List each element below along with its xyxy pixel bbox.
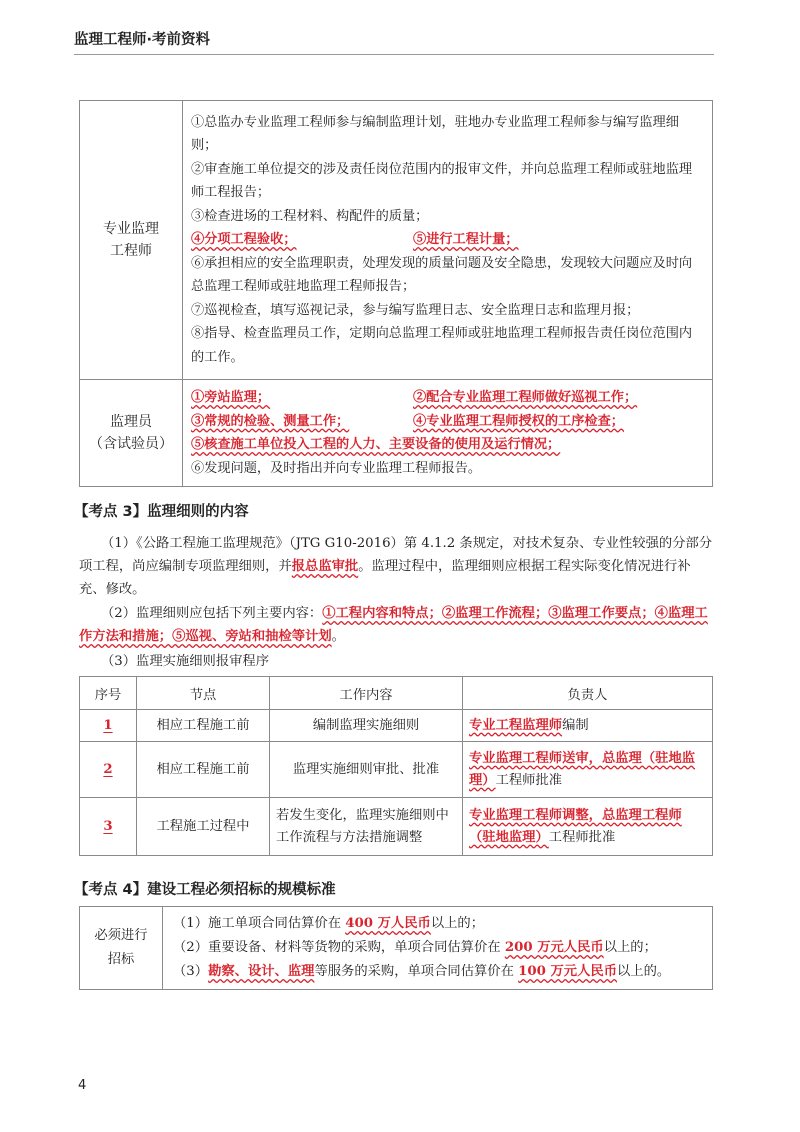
- column-header: 工作内容: [270, 677, 463, 710]
- list-item: [173, 960, 702, 984]
- responsible-cell: [463, 798, 713, 856]
- list-item: [173, 912, 702, 936]
- node-cell: 相应工程施工前: [137, 710, 270, 742]
- highlight-text: 勘察、设计、监理: [208, 964, 315, 979]
- text-run: 工程师批准: [548, 829, 616, 845]
- text-run: 工程师批准: [495, 772, 563, 788]
- text-run: （1）施工单项合同估算价在: [173, 916, 346, 931]
- page-number: 4: [78, 1078, 87, 1093]
- duty-item: ⑦巡视检查，填写巡视记录，参与编写监理日志、安全监理日志和监理月报；: [191, 302, 640, 318]
- duties-cell: [183, 380, 713, 487]
- highlight-text: 100 万元人民币: [518, 964, 617, 979]
- role-cell: [80, 380, 183, 487]
- header-divider: [74, 54, 714, 55]
- text-run: 编制: [562, 717, 589, 733]
- label-text: 必须进行 招标: [94, 928, 148, 967]
- highlight-text: 专业工程监理师: [469, 717, 563, 733]
- row-number: 3: [80, 798, 137, 856]
- duty-item-highlight: ⑤进行工程计量；: [413, 232, 519, 248]
- text-run: 以上的；: [603, 940, 657, 955]
- items-cell: [163, 907, 713, 990]
- duty-item-highlight: ④分项工程验收；: [191, 232, 297, 248]
- text-run: （1）《公路工程施工监理规范》（JTG G10-2016）第 4.1.2 条规定，对技术复杂、专业性较强的分部分项工程，尚应编制专项监理细则，并: [79, 536, 713, 574]
- node-cell: 相应工程施工前: [137, 742, 270, 798]
- duty-item-pair: [191, 228, 704, 252]
- duty-item: ⑥发现问题，及时指出并向专业监理工程师报告。: [191, 460, 482, 476]
- duty-item: ①总监办专业监理工程师参与编制监理计划，驻地办专业监理工程师参与编写监理细则；: [191, 114, 679, 154]
- duty-item-highlight: ②配合专业监理工程师做好巡视工作；: [413, 390, 638, 405]
- text-run: （2）重要设备、材料等货物的采购，单项合同估算价在: [173, 940, 505, 955]
- section-title: 【考点 3】监理细则的内容: [74, 504, 249, 520]
- duty-item: ⑧指导、检查监理员工作，定期向总监理工程师或驻地监理工程师报告责任岗位范围内的工作。: [191, 326, 693, 365]
- duty-item-highlight: ③常规的检验、测量工作；: [191, 413, 350, 429]
- label-cell: [80, 907, 163, 990]
- column-header: 节点: [137, 677, 270, 710]
- highlight-text: 专业监理工程师调整，总监理工程师（驻地监理）: [469, 807, 682, 845]
- column-header: 序号: [80, 677, 137, 710]
- text-run: 等服务的采购，单项合同估算价在: [314, 964, 519, 979]
- duty-item: ③检查进场的工程材料、构配件的质量；: [191, 208, 429, 224]
- responsible-cell: [463, 710, 713, 742]
- text-run: （2）监理细则应包括下列主要内容：: [101, 606, 323, 621]
- table-row: [80, 798, 713, 856]
- duty-item: ②审查施工单位提交的涉及责任岗位范围内的报审文件，并向总监理工程师或驻地监理师工程报告；: [191, 161, 693, 201]
- work-cell: 若发生变化，监理实施细则中工作流程与方法措施调整: [270, 798, 463, 856]
- column-header: 负责人: [463, 677, 713, 710]
- section-title: 【考点 4】建设工程必须招标的规模标准: [74, 882, 336, 898]
- duty-item-highlight: ⑤核查施工单位投入工程的人力、主要设备的使用及运行情况；: [191, 437, 561, 452]
- highlight-text: 400 万人民币: [345, 916, 431, 931]
- work-cell: 监理实施细则审批、批准: [270, 742, 463, 798]
- table-row: [80, 101, 713, 380]
- table-row: [80, 380, 713, 487]
- table-header-row: [80, 677, 713, 710]
- list-item: [173, 936, 702, 960]
- text-run: 以上的。: [617, 964, 671, 979]
- duties-cell: [183, 101, 713, 380]
- page-header: 监理工程师·考前资料: [74, 32, 211, 48]
- highlight-text: 专业监理工程师送审，总监理（驻地监理）: [469, 750, 696, 788]
- paragraph: （3）监理实施细则报审程序: [101, 654, 270, 669]
- tender-table: [79, 906, 713, 990]
- paragraph: [79, 602, 715, 648]
- duty-item-pair: [191, 386, 704, 410]
- work-cell: 编制监理实施细则: [270, 710, 463, 742]
- highlight-text: 200 万元人民币: [504, 940, 604, 955]
- node-cell: 工程施工过程中: [137, 798, 270, 856]
- table-row: [80, 710, 713, 742]
- highlight-text: ①工程内容和特点；②监理工作流程；③监理工作要点；④监理工作方法和措施；⑤巡视、旁站和抽检等计划: [79, 606, 708, 644]
- role-label: 监理员 （含试验员）: [89, 414, 173, 452]
- role-label: 专业监理 工程师: [103, 221, 159, 259]
- role-cell: [80, 101, 183, 380]
- text-run: 。: [331, 629, 345, 644]
- row-number: 2: [80, 742, 137, 798]
- duty-item-pair: [191, 410, 704, 434]
- text-run: （3）: [173, 964, 209, 979]
- text-run: 。监理过程中，监理细则应根据工程实际变化情况进行补充、修改。: [79, 559, 691, 597]
- duty-item: ⑥承担相应的安全监理职责，处理发现的质量问题及安全隐患，发现较大问题应及时向总监理工程师或驻地监理工程师报告；: [191, 255, 693, 295]
- text-run: 以上的；: [430, 916, 485, 931]
- table-row: [80, 742, 713, 798]
- responsible-cell: [463, 742, 713, 798]
- duty-item-highlight: ④专业监理工程师授权的工序检查；: [413, 413, 624, 429]
- duty-item-highlight: ①旁站监理；: [191, 390, 271, 405]
- highlight-text: 报总监审批: [291, 559, 359, 574]
- roles-table: [79, 100, 713, 487]
- paragraph: [79, 532, 715, 601]
- table-row: [80, 907, 713, 990]
- procedure-table: [79, 676, 713, 856]
- row-number: 1: [80, 710, 137, 742]
